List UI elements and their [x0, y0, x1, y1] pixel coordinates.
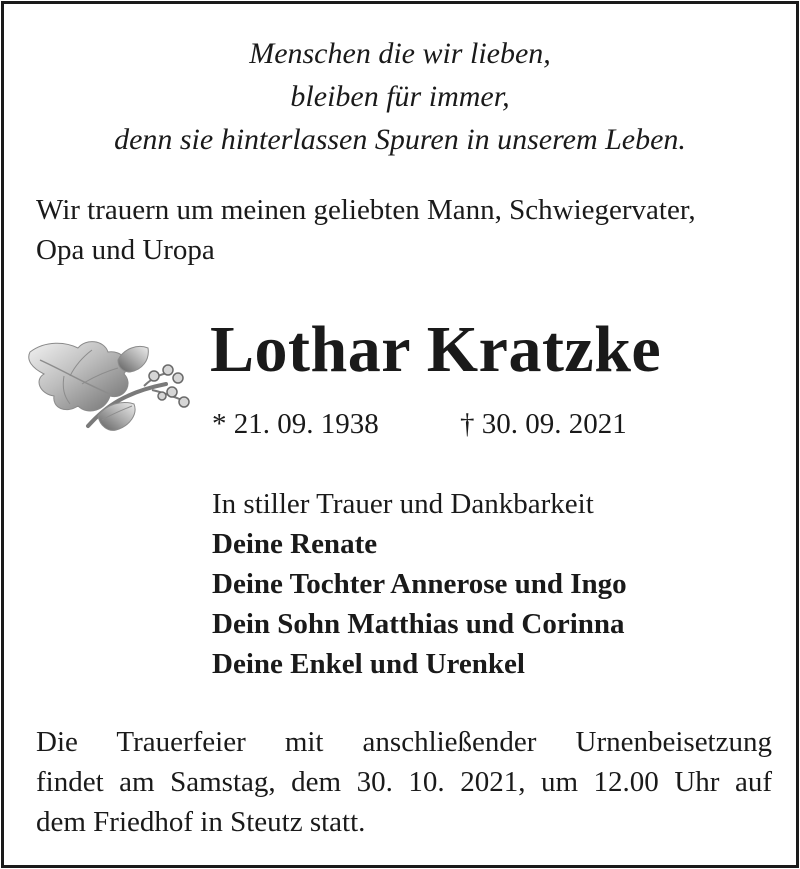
- death-date: † 30. 09. 2021: [460, 408, 627, 440]
- verse-line: denn sie hinterlassen Spuren in unserem Leben.: [114, 123, 686, 156]
- obituary-frame: [1, 1, 799, 868]
- mourner-name: Deine Tochter Annerose und Ingo: [212, 568, 627, 600]
- leaf-branch-icon: [26, 334, 198, 436]
- mourner-name: Dein Sohn Matthias und Corinna: [212, 608, 625, 640]
- mourning-intro: [36, 190, 776, 270]
- verse-line: Menschen die wir lieben,: [249, 37, 551, 70]
- verse-line: bleiben für immer,: [290, 80, 510, 113]
- memorial-verse: [4, 32, 796, 161]
- mourners-intro: In stiller Trauer und Dankbarkeit: [212, 488, 594, 520]
- mourners-block: [212, 484, 627, 684]
- intro-line: Wir trauern um meinen geliebten Mann, Schwiegervater,: [36, 194, 696, 226]
- mourner-name: Deine Renate: [212, 528, 378, 560]
- funeral-notice: [36, 722, 772, 842]
- intro-line: Opa und Uropa: [36, 234, 215, 266]
- birth-date: * 21. 09. 1938: [212, 408, 379, 440]
- notice-line: dem Friedhof in Steutz statt.: [36, 806, 366, 838]
- mourner-name: Deine Enkel und Urenkel: [212, 648, 525, 680]
- deceased-name: Lothar Kratzke: [210, 313, 662, 386]
- notice-line: Die Trauerfeier mit anschließender Urnenbeisetzung: [36, 726, 772, 758]
- notice-line: findet am Samstag, dem 30. 10. 2021, um 12.00 Uhr auf: [36, 766, 772, 798]
